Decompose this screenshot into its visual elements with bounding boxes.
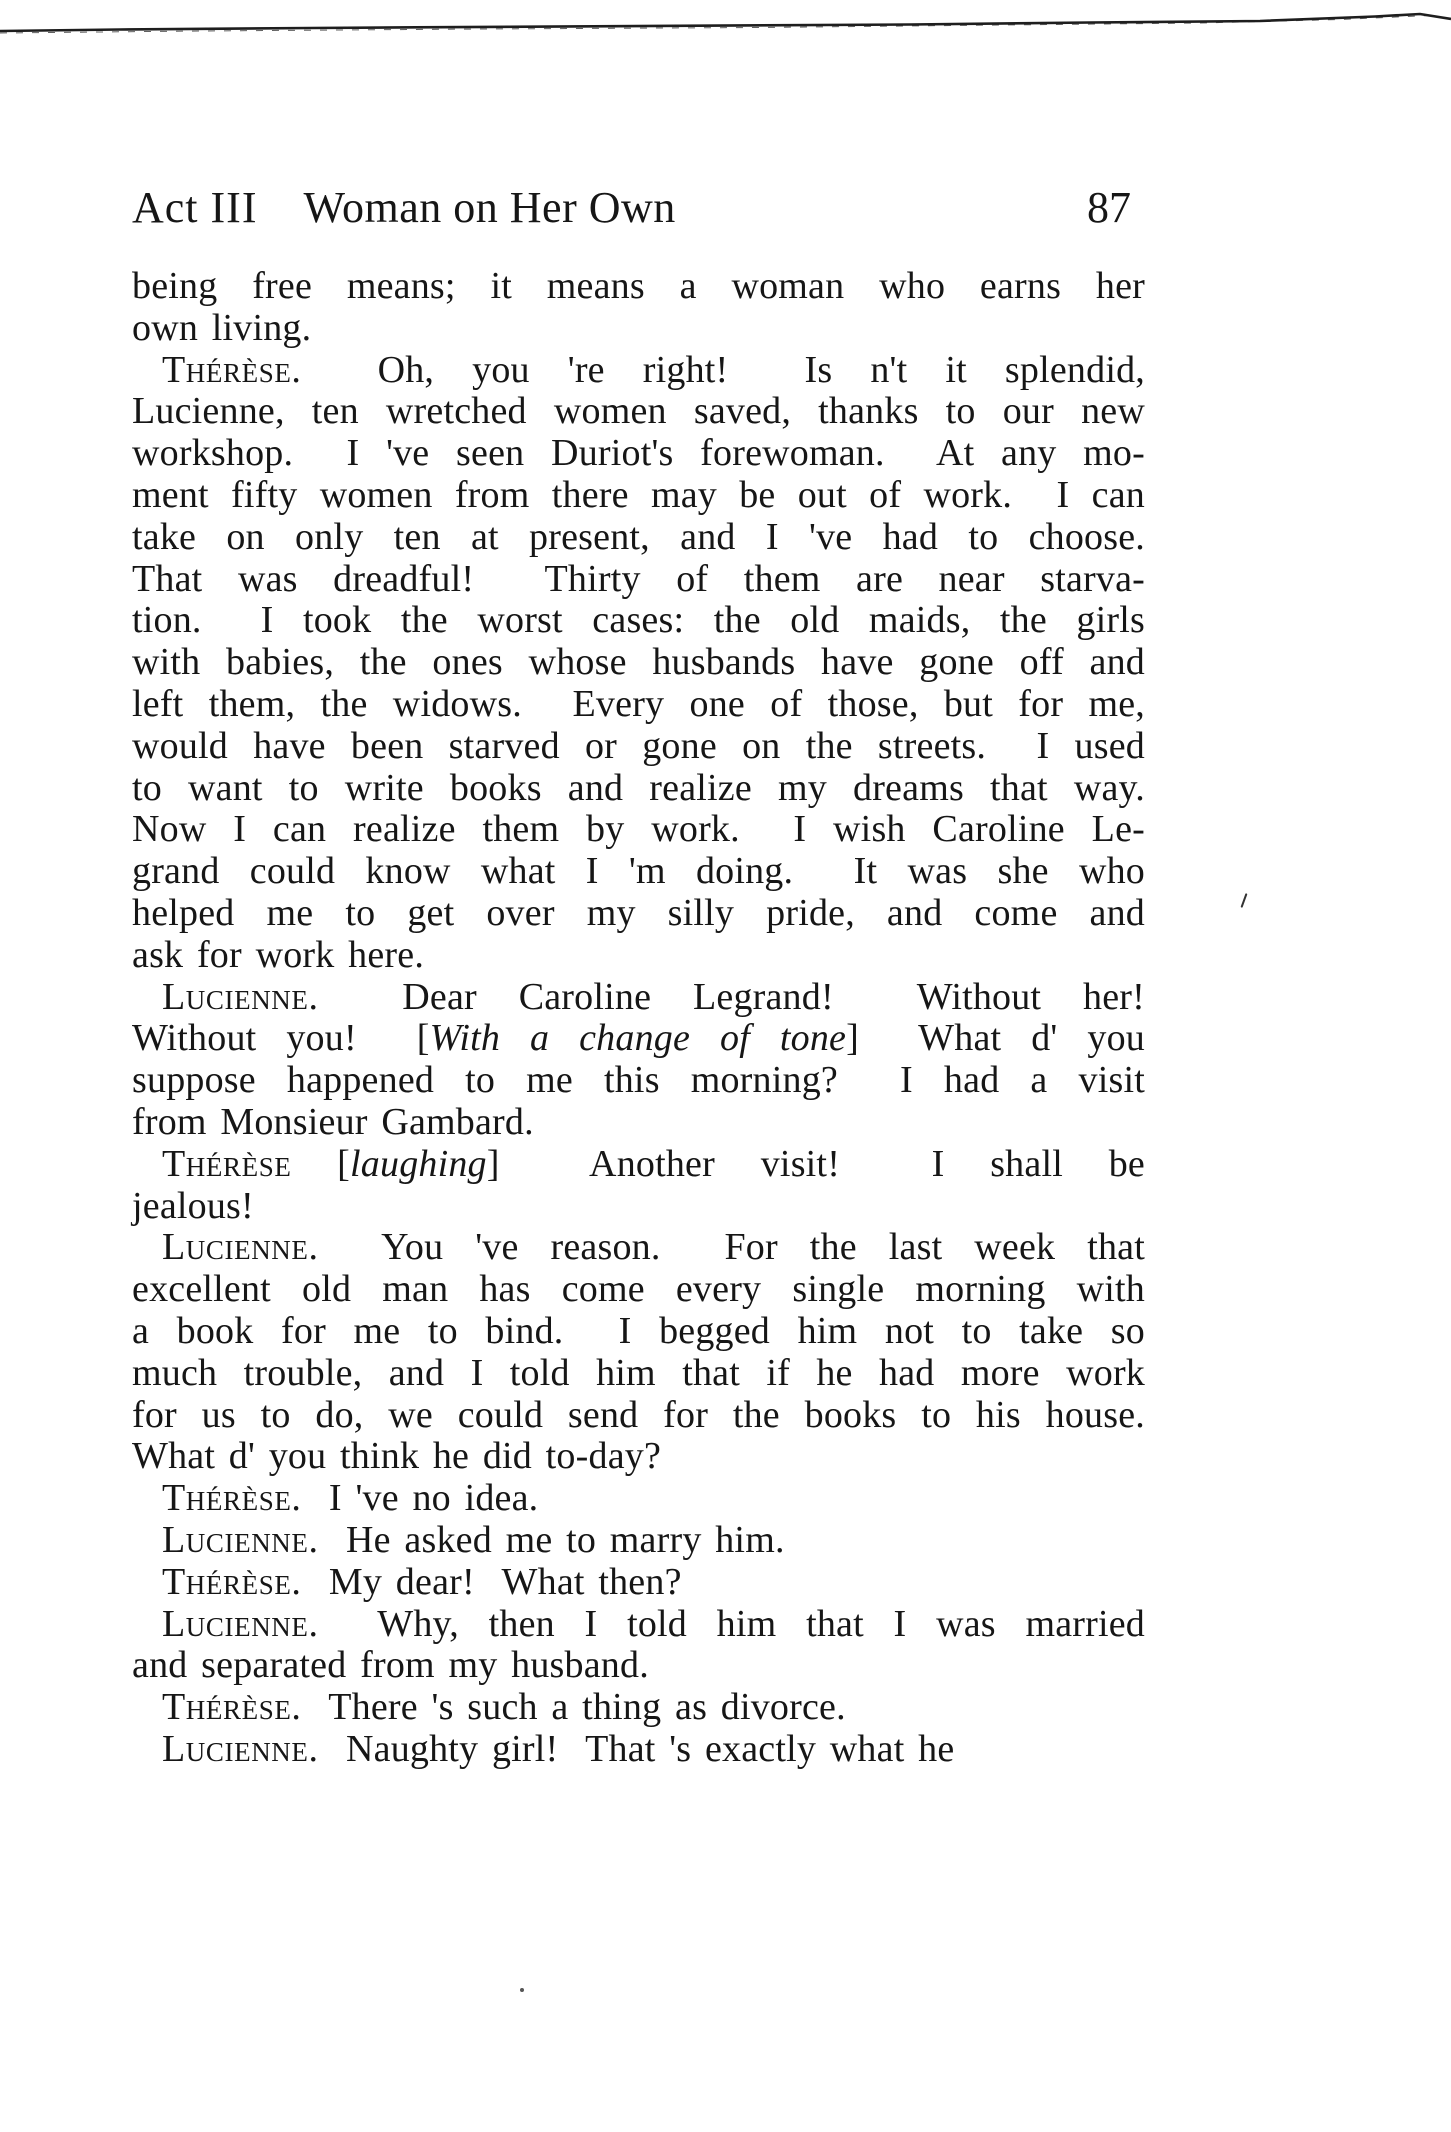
text-line <box>132 1729 1145 1771</box>
text-line <box>132 1060 1145 1102</box>
text-line <box>132 1520 1145 1562</box>
text-line <box>132 1687 1145 1729</box>
dialogue-text: [ <box>291 1142 351 1185</box>
dialogue-text: Naughty girl! That 's exactly what he <box>318 1727 955 1770</box>
scan-mark <box>1240 893 1247 908</box>
dialogue-text: That was dreadful! Thirty of them are near starva- <box>132 557 1145 600</box>
text-line <box>132 1227 1145 1269</box>
text-line <box>132 266 1145 308</box>
text-line <box>132 600 1145 642</box>
dialogue-text: take on only ten at present, and I 've had to choose. <box>132 515 1145 558</box>
dialogue-text: grand could know what I 'm doing. It was she who <box>132 850 1145 893</box>
text-line <box>132 768 1145 810</box>
text-line <box>132 809 1145 851</box>
text-line <box>132 559 1145 601</box>
dialogue-text: My dear! What then? <box>301 1560 682 1603</box>
text-line <box>132 1144 1145 1186</box>
text-line <box>132 684 1145 726</box>
dialogue-text: Lucienne, ten wretched women saved, thanks to our new <box>132 390 1145 433</box>
dialogue-text: much trouble, and I told him that if he had more work <box>132 1351 1145 1394</box>
speaker-name: Thérèse <box>162 1142 292 1185</box>
text-line <box>132 1311 1145 1353</box>
stage-direction: With a change of tone <box>429 1017 847 1060</box>
page-number: 87 <box>1087 183 1131 232</box>
dialogue-text: Dear Caroline Legrand! Without her! <box>318 975 1145 1018</box>
dialogue-text: Why, then I told him that I was married <box>318 1602 1145 1645</box>
text-line <box>132 1436 1145 1478</box>
dialogue-text: a book for me to bind. I begged him not to take so <box>132 1309 1145 1352</box>
dialogue-text: There 's such a thing as divorce. <box>301 1686 846 1729</box>
dialogue-text: ] Another visit! I shall be <box>486 1142 1145 1185</box>
dialogue-text: left them, the widows. Every one of those, but for me, <box>132 682 1145 725</box>
play-text <box>132 266 1145 1771</box>
speaker-name: Thérèse. <box>162 1560 302 1603</box>
dialogue-text: suppose happened to me this morning? I had a visit <box>132 1059 1145 1102</box>
dialogue-text: tion. I took the worst cases: the old maids, the girls <box>132 599 1145 642</box>
text-line <box>132 893 1145 935</box>
text-line <box>132 851 1145 893</box>
stage-direction: laughing <box>350 1142 487 1185</box>
dialogue-text: to want to write books and realize my dreams that way. <box>132 766 1145 809</box>
text-line <box>132 1269 1145 1311</box>
text-line <box>132 433 1145 475</box>
text-line <box>132 350 1145 392</box>
speaker-name: Thérèse. <box>162 348 302 391</box>
scan-speck <box>520 1988 524 1992</box>
dialogue-text: for us to do, we could send for the books to his house. <box>132 1393 1145 1436</box>
speaker-name: Lucienne. <box>162 975 319 1018</box>
dialogue-text: would have been starved or gone on the streets. I used <box>132 724 1145 767</box>
text-line <box>132 517 1145 559</box>
text-line <box>132 391 1145 433</box>
dialogue-text: with babies, the ones whose husbands have gone off and <box>132 641 1145 684</box>
running-title: Woman on Her Own <box>303 183 676 232</box>
text-line <box>132 1478 1145 1520</box>
dialogue-text: Oh, you 're right! Is n't it splendid, <box>301 348 1145 391</box>
text-line <box>132 935 1145 977</box>
dialogue-text: You 've reason. For the last week that <box>318 1226 1145 1269</box>
dialogue-text: ment fifty women from there may be out of work. I can <box>132 473 1145 516</box>
dialogue-text: Now I can realize them by work. I wish Caroline Le- <box>132 808 1145 851</box>
speaker-name: Lucienne. <box>162 1226 319 1269</box>
dialogue-text: ask for work here. <box>132 933 425 976</box>
text-line <box>132 977 1145 1019</box>
dialogue-text: and separated from my husband. <box>132 1644 649 1687</box>
dialogue-text: own living. <box>132 306 312 349</box>
act-label: Act III <box>132 183 258 232</box>
text-line <box>132 1645 1145 1687</box>
dialogue-text: I 've no idea. <box>301 1477 539 1520</box>
dialogue-text: workshop. I 've seen Duriot's forewoman. At any mo- <box>132 432 1145 475</box>
speaker-name: Thérèse. <box>162 1477 302 1520</box>
text-line <box>132 726 1145 768</box>
text-line <box>132 1018 1145 1060</box>
speaker-name: Lucienne. <box>162 1727 319 1770</box>
dialogue-text: being free means; it means a woman who earns her <box>132 265 1145 307</box>
text-line <box>132 1102 1145 1144</box>
text-line <box>132 1562 1145 1604</box>
text-line <box>132 1604 1145 1646</box>
dialogue-text: What d' you think he did to-day? <box>132 1435 662 1478</box>
scan-border-line <box>0 0 1451 44</box>
text-line <box>132 1186 1145 1228</box>
page-header <box>132 182 1145 234</box>
speaker-name: Lucienne. <box>162 1602 319 1645</box>
text-line <box>132 1353 1145 1395</box>
dialogue-text: excellent old man has come every single morning with <box>132 1268 1145 1311</box>
dialogue-text: jealous! <box>132 1184 254 1227</box>
dialogue-text: from Monsieur Gambard. <box>132 1100 534 1143</box>
dialogue-text: Without you! [ <box>132 1017 430 1060</box>
dialogue-text: ] What d' you <box>846 1017 1146 1060</box>
text-line <box>132 1395 1145 1437</box>
text-line <box>132 308 1145 350</box>
speaker-name: Lucienne. <box>162 1518 319 1561</box>
text-line <box>132 642 1145 684</box>
dialogue-text: helped me to get over my silly pride, and come and <box>132 891 1145 934</box>
speaker-name: Thérèse. <box>162 1686 302 1729</box>
text-line <box>132 475 1145 517</box>
dialogue-text: He asked me to marry him. <box>318 1518 785 1561</box>
